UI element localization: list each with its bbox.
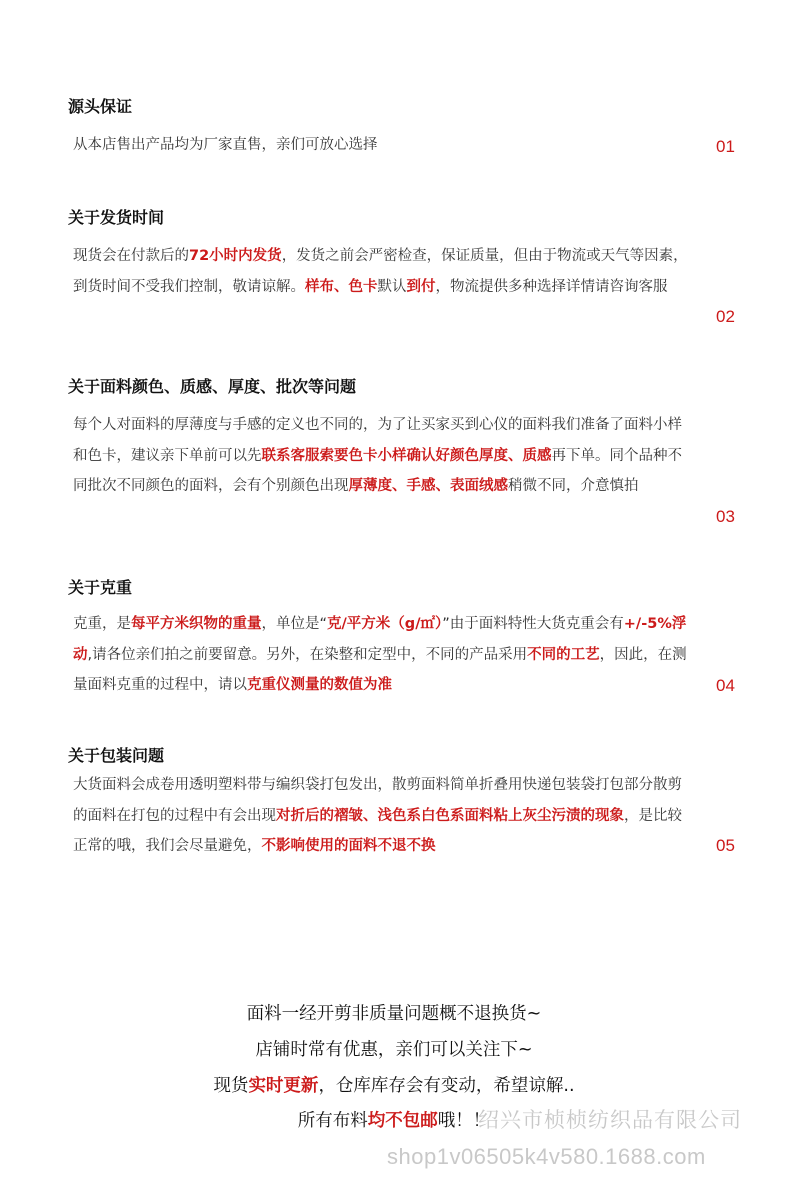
highlight-text: 到付: [406, 278, 436, 295]
body-text: ”由于面料特性大货克重会有: [442, 616, 624, 632]
highlight-text: 不影响使用的面料不退不换: [261, 838, 436, 854]
section-body: [73, 410, 693, 502]
highlight-text: 样布、色卡: [305, 278, 378, 295]
body-text: ，因此，在测量面料克重的过程中，请以: [73, 646, 687, 693]
highlight-text: 均不包邮: [367, 1111, 438, 1131]
body-text: 所有布料: [297, 1111, 368, 1131]
highlight-text: 克/平方米（g/㎡）: [327, 616, 443, 632]
highlight-text: 对折后的褶皱、浅色系白色系面料粘上灰尘污渍的现象: [276, 807, 624, 824]
highlight-text: 72小时内发货: [189, 248, 282, 264]
body-text: 再下单。同个品种不同批次不同颜色的面料，会有个别颜色出现: [73, 447, 682, 494]
body-text: 默认: [377, 278, 407, 295]
highlight-text: 厚薄度、手感、表面绒感: [348, 478, 508, 494]
body-text: ，物流提供多种选择详情请咨询客服: [435, 278, 668, 295]
body-text: ，是比较正常的哦，我们会尽量避免，: [73, 807, 682, 854]
section-title: 关于发货时间: [68, 208, 165, 227]
section-number: 05: [716, 836, 735, 855]
body-text: 克重，是: [73, 616, 131, 632]
body-text: 现货会在付款后的: [73, 248, 189, 264]
body-text: ，仓库库存会有变动，希望谅解..: [318, 1076, 575, 1096]
section-number: 01: [716, 137, 735, 156]
section-number: 03: [716, 507, 735, 526]
footer-line: [0, 1036, 788, 1061]
section-title: 关于包装问题: [68, 746, 165, 765]
highlight-text: 实时更新: [248, 1076, 319, 1096]
body-text: 大货面料会成卷用透明塑料带与编织袋打包发出，散剪面料简单折叠用快递包装袋打包部分散剪的面料在打包的过程中有会出现: [73, 777, 682, 824]
section-number: 04: [716, 676, 735, 695]
highlight-text: 不同的工艺: [527, 646, 600, 663]
highlight-text: 联系客服索要色卡小样确认好颜色厚度、质感: [261, 447, 552, 464]
footer-line: [0, 1000, 788, 1025]
highlight-text: 克重仪测量的数值为准: [247, 677, 392, 693]
section-body: [73, 770, 693, 862]
highlight-text: +/-5%浮动: [73, 616, 687, 663]
footer-line: [0, 1072, 788, 1097]
body-text: ，发货之前会严密检查，保证质量，但由于物流或天气等因素，到货时间不受我们控制，敬请谅解。: [73, 248, 688, 295]
body-text: ,请各位亲们拍之前要留意。另外，在染整和定型中，不同的产品采用: [87, 646, 528, 663]
section-title: 源头保证: [68, 97, 133, 116]
body-text: 每个人对面料的厚薄度与手感的定义也不同的，为了让买家买到心仪的面料我们准备了面料小样和色卡，建议亲下单前可以先: [73, 417, 682, 464]
body-text: ，单位是“: [261, 616, 328, 632]
body-text: 现货: [213, 1076, 249, 1096]
highlight-text: 每平方米织物的重量: [131, 616, 262, 632]
section-title: 关于面料颜色、质感、厚度、批次等问题: [68, 377, 357, 396]
body-text: 面料一经开剪非质量问题概不退换货~: [246, 1004, 542, 1024]
section-body: [73, 609, 693, 701]
section-body: [73, 241, 693, 302]
section-body: [73, 130, 693, 161]
body-text: 店铺时常有优惠，亲们可以关注下~: [255, 1040, 533, 1060]
section-number: 02: [716, 307, 735, 326]
section-title: 关于克重: [68, 578, 133, 597]
watermark-company: 绍兴市桢桢纺织品有限公司: [478, 1109, 742, 1132]
body-text: 从本店售出产品均为厂家直售，亲们可放心选择: [73, 137, 378, 153]
watermark-shop-url: shop1v06505k4v580.1688.com: [387, 1144, 706, 1169]
body-text: 哦！！: [437, 1111, 491, 1131]
body-text: 稍微不同，介意慎拍: [508, 478, 639, 494]
